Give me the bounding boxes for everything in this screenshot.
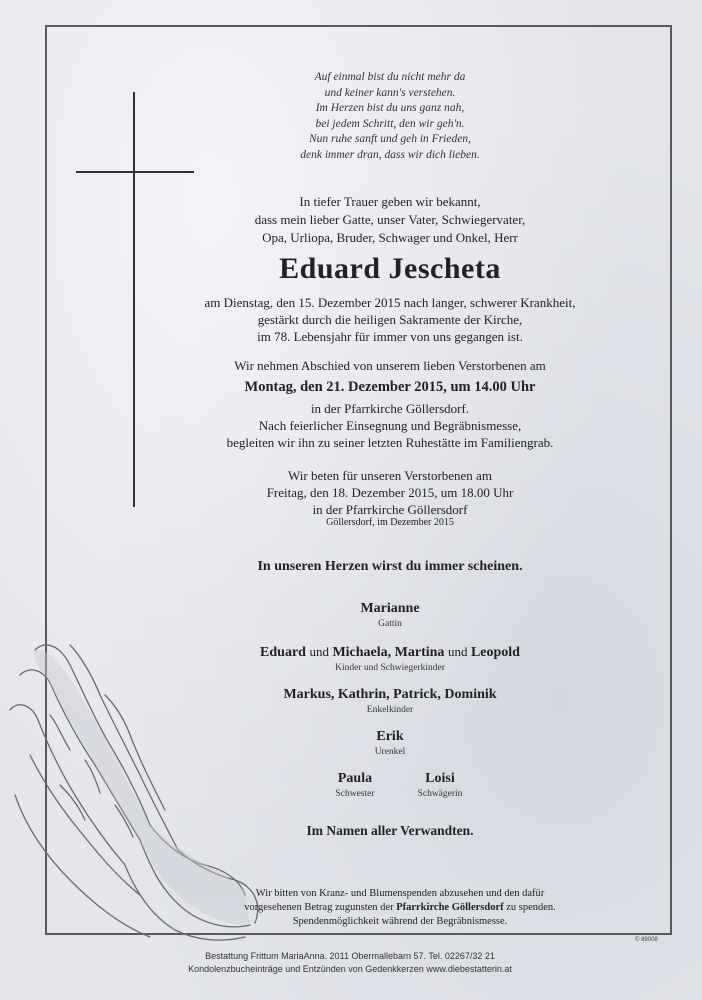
mourner-children bbox=[210, 643, 570, 674]
service-line: begleiten wir ihn zu seiner letzten Ruhestätte im Familiengrab. bbox=[226, 435, 554, 450]
mourner-role: Gattin bbox=[378, 619, 402, 629]
motto: In unseren Herzen wirst du immer scheinen. bbox=[257, 559, 523, 574]
place-date: Göllersdorf, im Dezember 2015 bbox=[326, 517, 454, 528]
donation-church: Pfarrkirche Göllersdorf bbox=[396, 902, 504, 913]
mourner-name: Erik bbox=[376, 729, 404, 744]
donation-text: vorgesehenen Betrag zugunsten der bbox=[244, 902, 394, 913]
prayer-line: in der Pfarrkirche Göllersdorf bbox=[312, 502, 468, 517]
passing-line: am Dienstag, den 15. Dezember 2015 nach langer, schwerer Krankheit, bbox=[204, 295, 576, 310]
mourner-spouse bbox=[290, 600, 490, 630]
donation-note bbox=[215, 887, 585, 929]
passing-line: gestärkt durch die heiligen Sakramente der Kirche, bbox=[257, 312, 523, 327]
poem-line: denk immer dran, dass wir dich lieben. bbox=[300, 148, 480, 161]
passing-line: im 78. Lebensjahr für immer von uns gegangen ist. bbox=[257, 329, 523, 344]
mourner-name: Paula bbox=[337, 771, 373, 786]
prayer-line: Freitag, den 18. Dezember 2015, um 18.00 Uhr bbox=[266, 485, 514, 500]
service-line: Nach feierlicher Einsegnung und Begräbnismesse, bbox=[258, 418, 522, 433]
conjunction: und bbox=[447, 644, 468, 659]
child-name: Eduard bbox=[260, 645, 306, 660]
mourner-name bbox=[210, 643, 570, 662]
mourner-name: Markus, Kathrin, Patrick, Dominik bbox=[283, 687, 497, 702]
mourner-sister-in-law bbox=[390, 770, 490, 800]
deceased-name: Eduard Jescheta bbox=[279, 252, 501, 285]
footer-line: Bestattung Frittum MariaAnna. 2011 Obermallebarn 57. Tel. 02267/32 21 bbox=[205, 951, 495, 961]
undertaker-footer bbox=[100, 950, 600, 976]
closing-line: Im Namen aller Verwandten. bbox=[306, 823, 474, 838]
service-text bbox=[180, 400, 600, 451]
mourner-great-grandchild bbox=[330, 728, 450, 758]
donation-text: zu spenden. bbox=[506, 902, 556, 913]
mourner-grandchildren bbox=[230, 686, 550, 716]
announcement-intro bbox=[180, 193, 600, 247]
copyright: © 89008 bbox=[635, 937, 658, 943]
poem-line: Im Herzen bist du uns ganz nah, bbox=[315, 102, 465, 114]
child-name: Leopold bbox=[470, 645, 520, 660]
mourner-name: Loisi bbox=[425, 771, 455, 786]
conjunction: und bbox=[309, 644, 329, 659]
mourner-role: Schwester bbox=[335, 789, 375, 799]
cross-icon-bar bbox=[76, 171, 194, 173]
footer-line: Kondolenzbucheinträge und Entzünden von Gedenkkerzen www.diebestatterin.at bbox=[188, 964, 512, 974]
intro-line: In tiefer Trauer geben wir bekannt, bbox=[299, 194, 481, 209]
farewell-text: Wir nehmen Abschied von unserem lieben Verstorbenen am bbox=[234, 358, 546, 373]
donation-line bbox=[215, 901, 585, 915]
mourner-role: Kinder und Schwiegerkinder bbox=[335, 663, 445, 673]
poem-line: Nun ruhe sanft und geh in Frieden, bbox=[309, 133, 471, 145]
mourner-role: Urenkel bbox=[374, 747, 406, 757]
poem-line: bei jedem Schritt, den wir geh'n. bbox=[315, 117, 465, 130]
prayer-line: Wir beten für unseren Verstorbenen am bbox=[288, 468, 492, 483]
prayer-text bbox=[180, 467, 600, 518]
passing-text bbox=[180, 294, 600, 345]
child-name: Michaela, Martina bbox=[332, 645, 445, 660]
donation-line: Wir bitten von Kranz- und Blumenspenden abzusehen und den dafür bbox=[255, 888, 545, 899]
intro-line: Opa, Urliopa, Bruder, Schwager und Onkel, Herr bbox=[262, 230, 518, 245]
poem-line: Auf einmal bist du nicht mehr da bbox=[314, 71, 466, 83]
service-line: in der Pfarrkirche Göllersdorf. bbox=[310, 401, 470, 416]
poem bbox=[180, 70, 600, 163]
donation-line: Spendenmöglichkeit während der Begräbnismesse. bbox=[292, 916, 508, 927]
cross-icon bbox=[133, 92, 135, 507]
intro-line: dass mein lieber Gatte, unser Vater, Schwiegervater, bbox=[254, 212, 526, 227]
mourner-role: Schwägerin bbox=[417, 789, 463, 799]
funeral-date: Montag, den 21. Dezember 2015, um 14.00 Uhr bbox=[244, 379, 536, 395]
mourner-role: Enkelkinder bbox=[366, 705, 414, 715]
mourner-name: Marianne bbox=[360, 601, 420, 616]
poem-line: und keiner kann's verstehen. bbox=[324, 86, 456, 99]
